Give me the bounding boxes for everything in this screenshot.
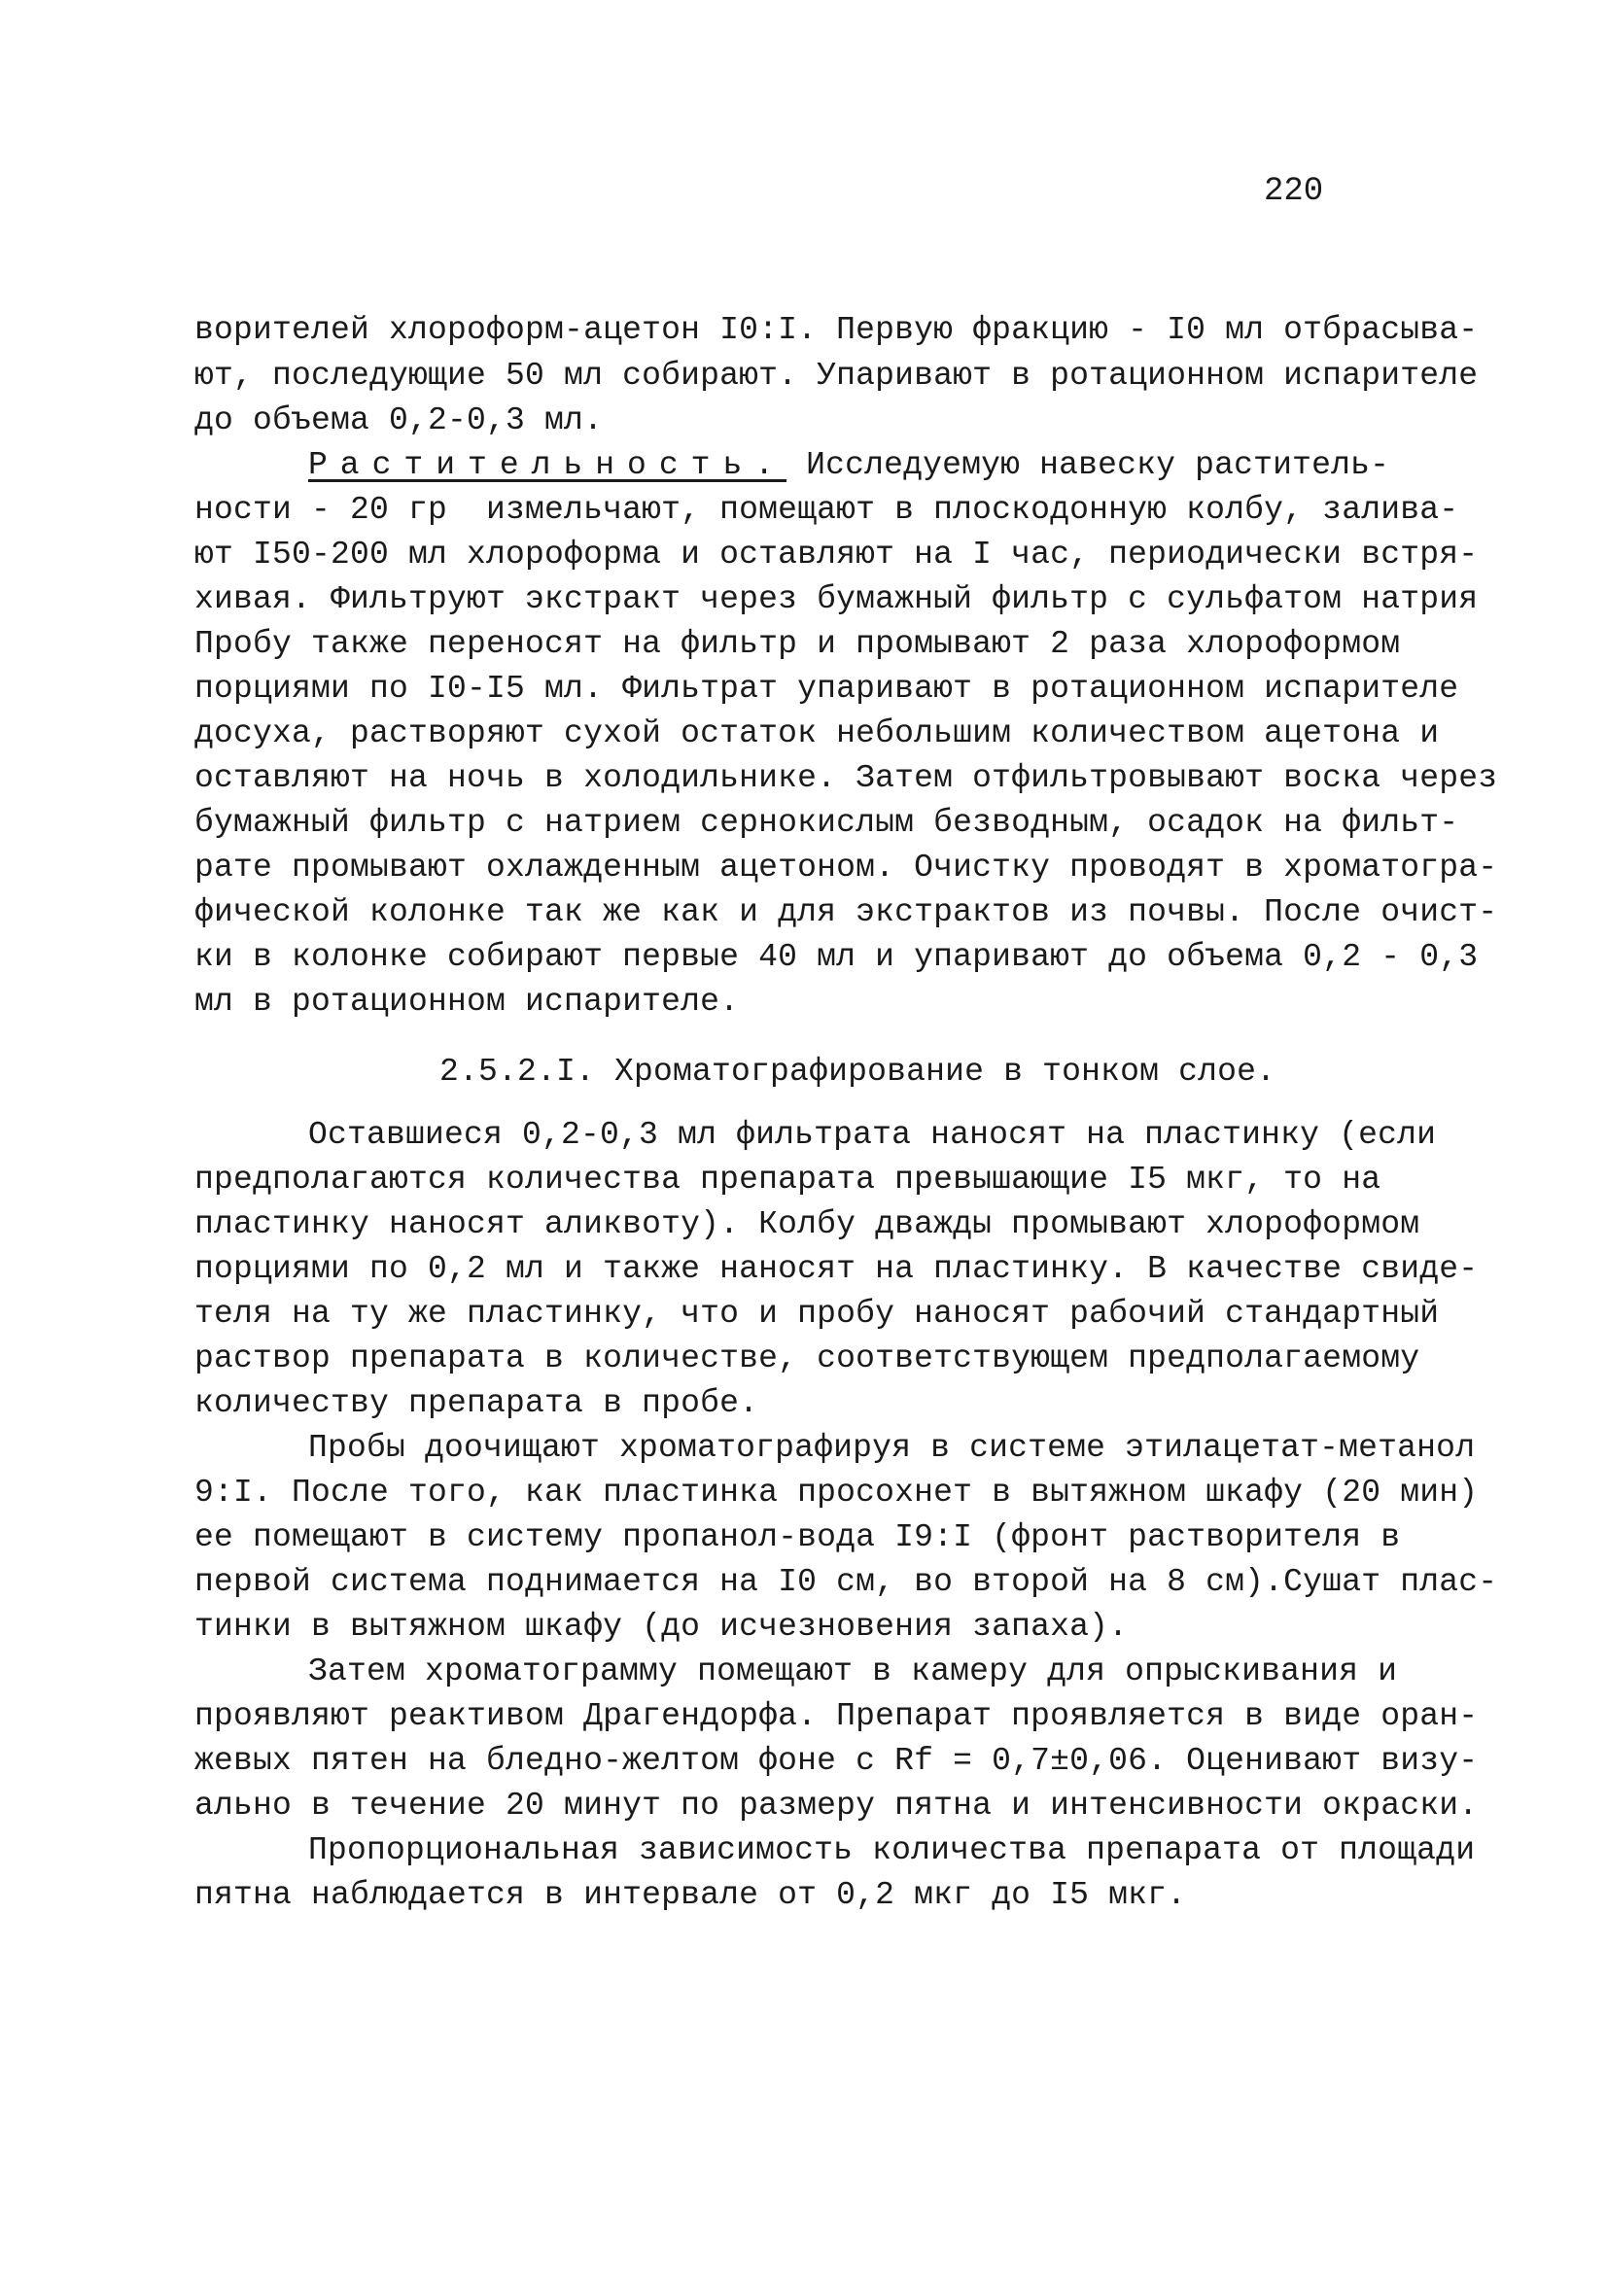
text-line: ют I50-200 мл хлороформа и оставляют на I час, периодически встря- [194, 537, 1479, 573]
text-line: рате промывают охлажденным ацетоном. Очистку проводят в хроматогра- [194, 850, 1498, 886]
text-line: досуха, растворяют сухой остаток небольшим количеством ацетона и [194, 715, 1440, 751]
text-line: пластинку наносят аликвоту). Колбу дважды промывают хлороформом [194, 1206, 1420, 1242]
plants-heading: Растительность. [308, 447, 787, 483]
text-line: пятна наблюдается в интервале от 0,2 мкг до I5 мкг. [194, 1877, 1187, 1913]
text-line: Пробы доочищают хроматографируя в системе этилацетат-метанол [308, 1430, 1476, 1466]
text-line: жевых пятен на бледно-желтом фоне с Rf = 0,7±0,06. Оценивают визу- [194, 1743, 1479, 1779]
text-line: проявляют реактивом Драгендорфа. Препарат проявляется в виде оран- [194, 1698, 1479, 1734]
text-line: порциями по 0,2 мл и также наносят на пластинку. В качестве свиде- [194, 1251, 1479, 1287]
text-line: первой система поднимается на I0 см, во второй на 8 см).Сушат плас- [194, 1564, 1498, 1600]
text-line: до объема 0,2-0,3 мл. [194, 402, 604, 438]
text-line: бумажный фильтр с натрием сернокислым безводным, осадок на фильт- [194, 805, 1459, 841]
text-line: теля на ту же пластинку, что и пробу наносят рабочий стандартный [194, 1296, 1440, 1332]
text-line: ки в колонке собирают первые 40 мл и упаривают до объема 0,2 - 0,3 [194, 939, 1479, 975]
page-number: 220 [1264, 173, 1324, 210]
plants-first-line-rest: Исследуемую навеску раститель- [786, 447, 1390, 483]
text-line: фической колонке так же как и для экстрактов из почвы. После очист- [194, 894, 1498, 930]
text-line: оставляют на ночь в холодильнике. Затем отфильтровывают воска через [194, 760, 1498, 796]
plants-heading-line [308, 449, 1389, 481]
text-line: ально в течение 20 минут по размеру пятна и интенсивности окраски. [194, 1788, 1479, 1824]
text-line: порциями по I0-I5 мл. Фильтрат упаривают в ротационном испарителе [194, 671, 1459, 707]
text-line: 9:I. После того, как пластинка просохнет в вытяжном шкафу (20 мин) [194, 1475, 1479, 1511]
text-line: тинки в вытяжном шкафу (до исчезновения запаха). [194, 1609, 1129, 1645]
text-line: ют, последующие 50 мл собирают. Упаривают в ротационном испарителе [194, 358, 1479, 394]
text-line: количеству препарата в пробе. [194, 1385, 759, 1421]
text-line: ее помещают в систему пропанол-вода I9:I (фронт растворителя в [194, 1519, 1401, 1555]
text-line: хивая. Фильтруют экстракт через бумажный фильтр с сульфатом натрия [194, 581, 1479, 617]
text-line: Оставшиеся 0,2-0,3 мл фильтрата наносят на пластинку (если [308, 1117, 1437, 1153]
text-line: Затем хроматограмму помещают в камеру для опрыскивания и [308, 1653, 1398, 1689]
text-line: предполагаются количества препарата превышающие I5 мкг, то на [194, 1162, 1381, 1198]
text-line: ности - 20 гр измельчают, помещают в плоскодонную колбу, залива- [194, 492, 1459, 528]
text-line: раствор препарата в количестве, соответствующем предполагаемому [194, 1340, 1420, 1376]
text-line: мл в ротационном испарителе. [194, 984, 740, 1020]
text-line: Пробу также переносят на фильтр и промывают 2 раза хлороформом [194, 626, 1401, 662]
section-heading: 2.5.2.I. Хроматографирование в тонком слое. [439, 1054, 1276, 1090]
text-line: Пропорциональная зависимость количества препарата от площади [308, 1832, 1476, 1868]
text-line: ворителей хлороформ-ацетон I0:I. Первую фракцию - I0 мл отбрасыва- [194, 312, 1479, 348]
